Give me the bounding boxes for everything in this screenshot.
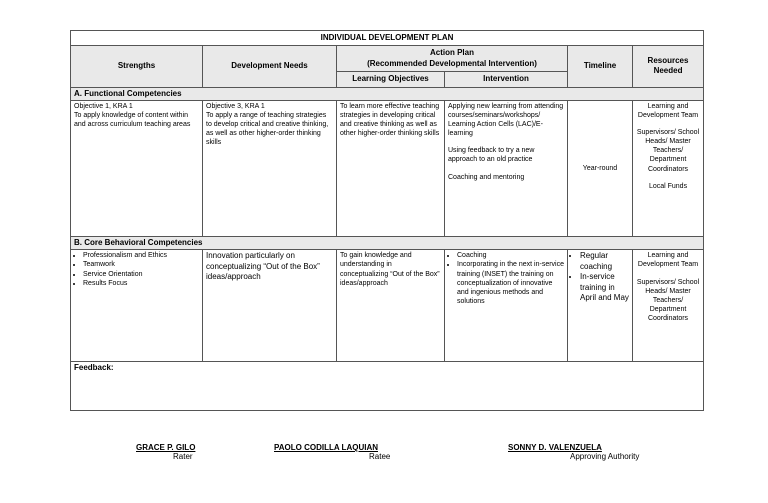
signature-name: PAOLO CODILLA LAQUIAN (274, 443, 378, 452)
list-item: • In-service training in April and May (580, 272, 629, 303)
list-item: • Regular coaching (580, 251, 629, 272)
signature-role: Rater (173, 452, 193, 461)
functional-interventions (445, 100, 568, 236)
header-development-needs: Development Needs (203, 46, 337, 87)
list-item: • Service Orientation (83, 270, 199, 279)
list-item: • Professionalism and Ethics (83, 251, 199, 260)
resource-item: Local Funds (648, 182, 688, 190)
behavioral-resources (633, 250, 704, 362)
signature-name: GRACE P. GILO (136, 443, 196, 452)
timeline-list (571, 251, 629, 303)
signature-ratee (274, 443, 390, 461)
behavioral-interventions (445, 250, 568, 362)
intervention-item: Coaching and mentoring (448, 173, 525, 181)
section-row-functional (71, 87, 704, 100)
need-text: To apply a range of teaching strategies to develop critical and creative thinking, as well as other higher-order thinking skills (206, 112, 329, 147)
header-timeline: Timeline (568, 46, 633, 87)
action-plan-label: Action Plan (429, 48, 474, 58)
intervention-item: Using feedback to try a new approach to an old practice (448, 147, 535, 164)
list-item: • Coaching (457, 251, 564, 260)
functional-strengths (71, 100, 203, 236)
list-item: • Teamwork (83, 260, 199, 269)
idp-table (70, 30, 704, 411)
signature-approver (508, 443, 639, 461)
header-learning-objectives: Learning Objectives (337, 72, 445, 87)
title-row (71, 31, 704, 46)
resource-item: Supervisors/ School Heads/ Master Teachers/ Department Coordinators (636, 129, 700, 173)
behavioral-needs: Innovation particularly on conceptualizing “Out of the Box” ideas/approach (203, 250, 337, 362)
intervention-item: Applying new learning from attending courses/seminars/workshops/ Learning Action Cells (LAC)/E-learning (448, 102, 564, 138)
header-intervention: Intervention (445, 72, 568, 87)
resource-item: Learning and Development Team (637, 252, 699, 269)
need-objective: Objective 3, KRA 1 (206, 102, 265, 110)
section-label-behavioral: B. Core Behavioral Competencies (71, 236, 704, 249)
behavioral-row (71, 250, 704, 362)
header-strengths: Strengths (71, 46, 203, 87)
functional-timeline: Year-round (568, 100, 633, 236)
feedback-label: Feedback: (71, 362, 704, 411)
behavioral-timeline (568, 250, 633, 362)
functional-row (71, 100, 704, 236)
signature-role: Ratee (369, 452, 391, 461)
feedback-row (71, 362, 704, 411)
strength-objective: Objective 1, KRA 1 (74, 102, 133, 110)
strength-text: To apply knowledge of content within and across curriculum teaching areas (74, 112, 191, 129)
signature-name: SONNY D. VALENZUELA (508, 443, 602, 452)
signature-rater (136, 443, 195, 461)
functional-needs (203, 100, 337, 236)
resource-item: Supervisors/ School Heads/ Master Teachers/ Department Coordinators (636, 278, 700, 322)
header-action-plan (337, 46, 568, 72)
resource-item: Learning and Development Team (637, 102, 699, 120)
section-row-behavioral (71, 236, 704, 249)
functional-resources (633, 100, 704, 236)
document-title: INDIVIDUAL DEVELOPMENT PLAN (71, 31, 704, 46)
behavioral-strengths (71, 250, 203, 362)
header-row (71, 46, 704, 72)
strengths-list (74, 251, 199, 287)
action-plan-sublabel: (Recommended Developmental Intervention) (367, 58, 537, 68)
signature-role: Approving Authority (570, 452, 640, 461)
header-resources: Resources Needed (633, 46, 704, 87)
interventions-list (448, 251, 564, 306)
list-item: • Results Focus (83, 279, 199, 288)
section-label-functional: A. Functional Competencies (71, 87, 704, 100)
functional-objectives: To learn more effective teaching strategies in developing critical and creative thinking as well as other higher-order thinking skills (337, 100, 445, 236)
list-item: • Incorporating in the next in-service training (INSET) the training on conceptualization of innovative and ingenious methods and solutions (457, 260, 564, 305)
behavioral-objectives: To gain knowledge and understanding in conceptualizing “Out of the Box” ideas/approach (337, 250, 445, 362)
